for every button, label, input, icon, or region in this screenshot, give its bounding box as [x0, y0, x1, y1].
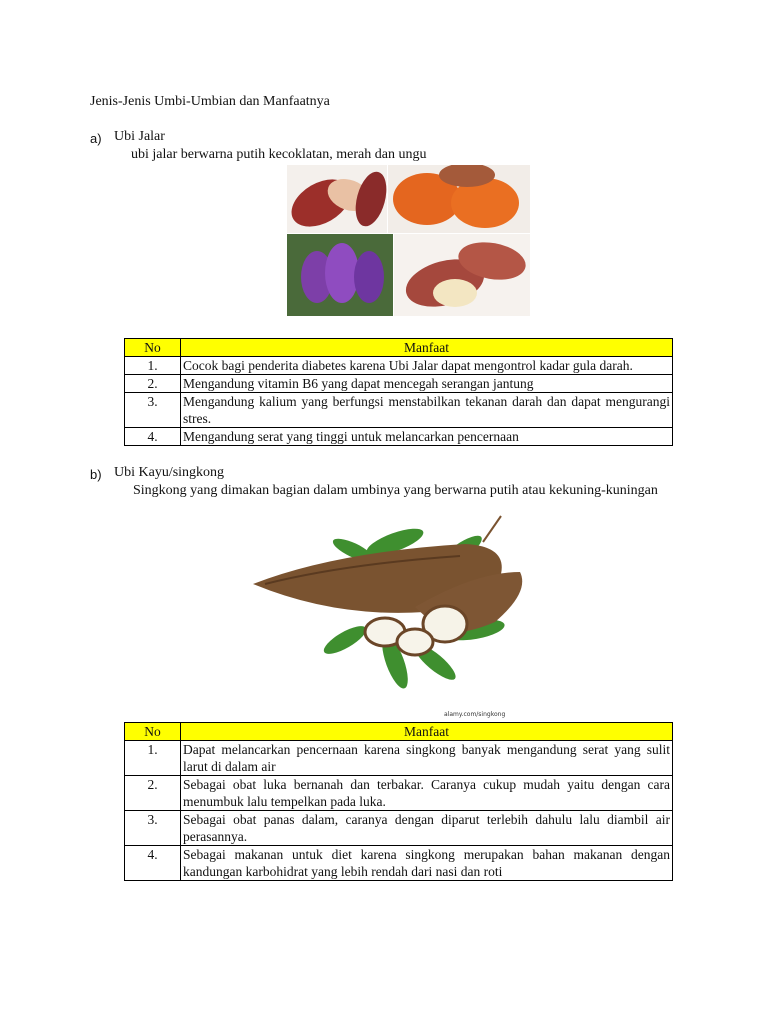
row-text: Mengandung vitamin B6 yang dapat mencegah serangan jantung: [181, 375, 673, 393]
section-a-title: Ubi Jalar: [114, 129, 165, 144]
row-number: 3.: [125, 393, 181, 428]
row-text: Sebagai makanan untuk diet karena singkong merupakan bahan makanan dengan kandungan karbohidrat yang lebih rendah dari nasi dan roti: [181, 846, 673, 881]
section-b-label: b): [90, 467, 102, 482]
sweet-potato-image: [287, 165, 530, 316]
image-caption: alamy.com/singkong: [444, 711, 506, 718]
row-number: 4.: [125, 428, 181, 446]
row-number: 1.: [125, 357, 181, 375]
header-manfaat: Manfaat: [181, 723, 673, 741]
table-row: [125, 393, 673, 428]
row-number: 4.: [125, 846, 181, 881]
table-row: [125, 811, 673, 846]
table-row: [125, 776, 673, 811]
row-text: Cocok bagi penderita diabetes karena Ubi Jalar dapat mengontrol kadar gula darah.: [181, 357, 673, 375]
section-a-label: a): [90, 131, 102, 146]
row-text: Sebagai obat panas dalam, caranya dengan diparut terlebih dahulu lalu diambil air perasannya.: [181, 811, 673, 846]
cassava-image: [245, 512, 530, 690]
row-text: Dapat melancarkan pencernaan karena singkong banyak mengandung serat yang sulit larut di dalam air: [181, 741, 673, 776]
row-number: 3.: [125, 811, 181, 846]
table-row: [125, 375, 673, 393]
benefits-table-singkong: [124, 722, 673, 881]
table-row: [125, 357, 673, 375]
row-number: 2.: [125, 776, 181, 811]
row-text: Sebagai obat luka bernanah dan terbakar. Caranya cukup mudah yaitu dengan cara menumbuk lalu tempelkan pada luka.: [181, 776, 673, 811]
table-row: [125, 741, 673, 776]
table-header-row: [125, 339, 673, 357]
header-no: No: [125, 339, 181, 357]
table-row: [125, 846, 673, 881]
row-number: 2.: [125, 375, 181, 393]
row-text: Mengandung kalium yang berfungsi menstabilkan tekanan darah dan dapat mengurangi stres.: [181, 393, 673, 428]
header-manfaat: Manfaat: [181, 339, 673, 357]
section-a-subtitle: ubi jalar berwarna putih kecoklatan, merah dan ungu: [131, 147, 427, 162]
table-row: [125, 428, 673, 446]
benefits-table-ubi-jalar: [124, 338, 673, 446]
row-number: 1.: [125, 741, 181, 776]
row-text: Mengandung serat yang tinggi untuk melancarkan pencernaan: [181, 428, 673, 446]
table-header-row: [125, 723, 673, 741]
header-no: No: [125, 723, 181, 741]
document-title: Jenis-Jenis Umbi-Umbian dan Manfaatnya: [90, 94, 330, 109]
section-b-subtitle: Singkong yang dimakan bagian dalam umbinya yang berwarna putih atau kekuning-kuningan: [133, 483, 658, 498]
section-b-title: Ubi Kayu/singkong: [114, 465, 225, 480]
